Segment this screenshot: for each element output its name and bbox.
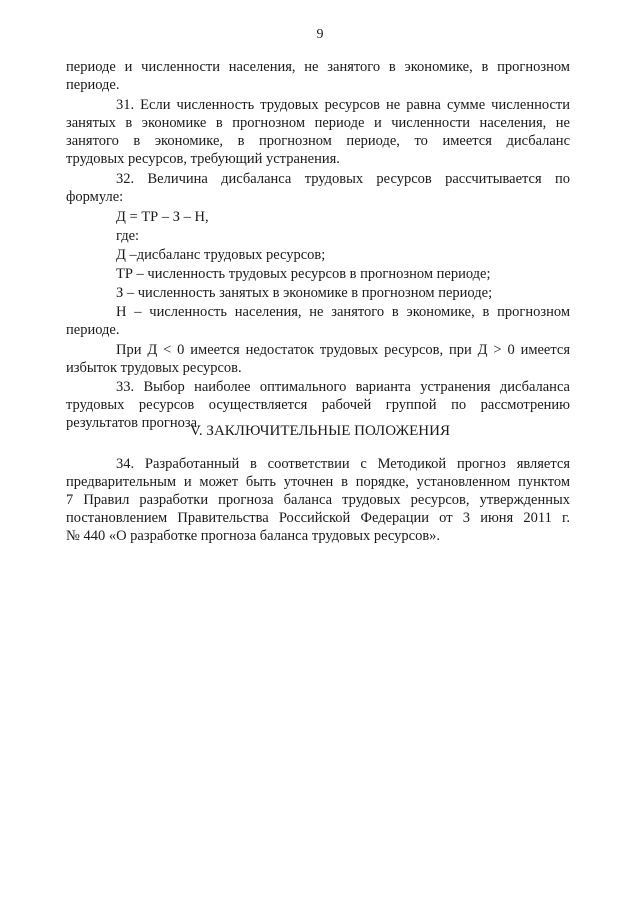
text-line: формуле:: [66, 189, 124, 205]
text-line: периоде.: [66, 77, 120, 93]
paragraph-34-line: 34. Разработанный в соответствии с Методикой прогноз является: [116, 456, 570, 472]
text-line: 7 Правил разработки прогноза баланса трудовых ресурсов, утвержденных: [66, 492, 570, 508]
text-line: избыток трудовых ресурсов.: [66, 360, 242, 376]
text-line: занятого в экономике, в прогнозном периоде, то имеется дисбаланс: [66, 133, 570, 149]
text-line: результатов прогноза.: [66, 415, 201, 431]
definition-line: ТР – численность трудовых ресурсов в прогнозном периоде;: [116, 266, 491, 282]
section-heading: V. ЗАКЛЮЧИТЕЛЬНЫЕ ПОЛОЖЕНИЯ: [190, 423, 450, 439]
text-line: периоде и численности населения, не занятого в экономике, в прогнозном: [66, 59, 570, 75]
paragraph-33-line: 33. Выбор наиболее оптимального варианта устранения дисбаланса: [116, 379, 570, 395]
text-line: периоде.: [66, 322, 120, 338]
text-line: где:: [116, 228, 140, 244]
text-line: постановлением Правительства Российской Федерации от 3 июня 2011 г.: [66, 510, 570, 526]
definition-line: З – численность занятых в экономике в прогнозном периоде;: [116, 285, 493, 301]
text-line: занятых в экономике в прогнозном периоде и численности населения, не: [66, 115, 570, 131]
definition-line: Д –дисбаланс трудовых ресурсов;: [116, 247, 326, 263]
paragraph-32-line: 32. Величина дисбаланса трудовых ресурсов рассчитывается по: [116, 171, 570, 187]
text-line: предварительным и может быть уточнен в порядке, установленном пунктом: [66, 474, 570, 490]
paragraph-31-line: 31. Если численность трудовых ресурсов не равна сумме численности: [116, 97, 570, 113]
text-line: № 440 «О разработке прогноза баланса трудовых ресурсов».: [66, 528, 441, 544]
text-line: трудовых ресурсов, требующий устранения.: [66, 151, 340, 167]
text-line: трудовых ресурсов осуществляется рабочей группой по рассмотрению: [66, 397, 570, 413]
page-number: 9: [316, 27, 324, 42]
definition-line: Н – численность населения, не занятого в экономике, в прогнозном: [116, 304, 570, 320]
text-line: При Д < 0 имеется недостаток трудовых ресурсов, при Д > 0 имеется: [116, 342, 570, 358]
formula: Д = ТР – З – Н,: [116, 209, 209, 225]
